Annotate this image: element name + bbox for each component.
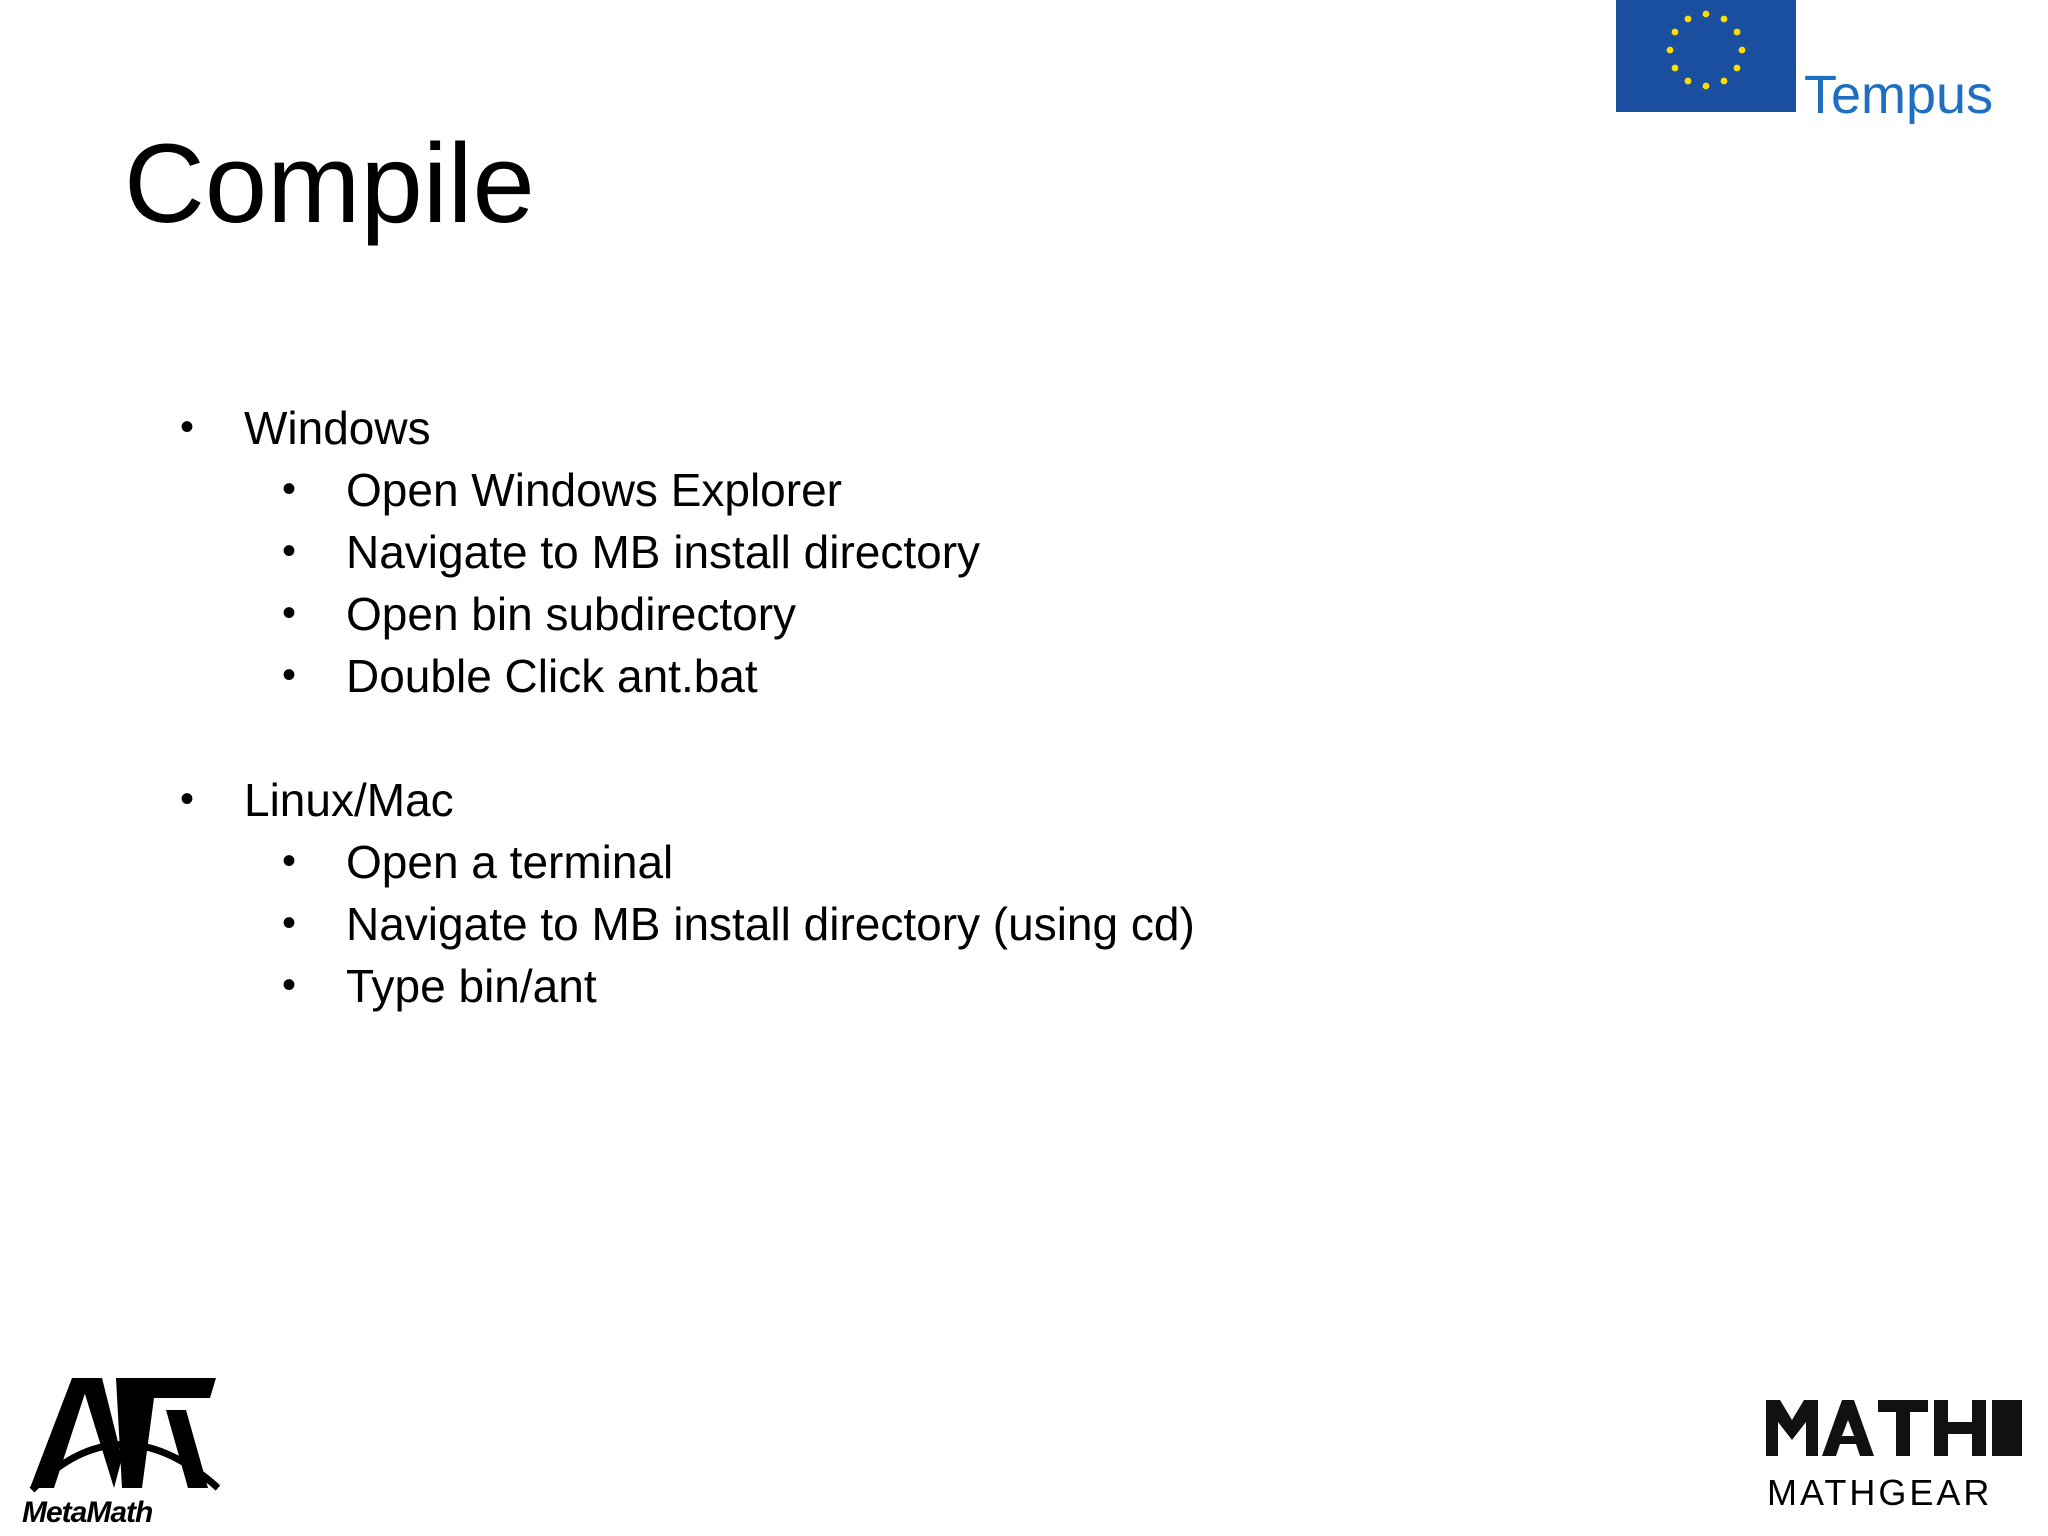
mathgear-logo: [1766, 1396, 2028, 1460]
step-item: [282, 960, 597, 1012]
step-text: Double Click ant.bat: [346, 650, 758, 702]
metamath-logo-text: MetaMath: [22, 1496, 153, 1529]
tempus-logo-text: Tempus: [1804, 65, 1994, 125]
bullet-dot: •: [180, 777, 195, 821]
step-item: [282, 464, 842, 516]
bullet-dot: •: [282, 901, 297, 945]
metamath-m-left-icon: [30, 1378, 90, 1488]
metamath-m-mid-icon: [80, 1378, 122, 1488]
step-text: Open bin subdirectory: [346, 588, 797, 640]
step-item: [282, 836, 674, 888]
slide-title: Compile: [124, 121, 535, 246]
step-item: [282, 526, 981, 578]
bullet-dot: •: [180, 405, 195, 449]
step-text: Navigate to MB install directory: [346, 526, 981, 578]
section-linux-mac: [180, 774, 454, 826]
step-text: Open Windows Explorer: [346, 464, 842, 516]
step-text: Open a terminal: [346, 836, 674, 888]
step-item: [282, 588, 797, 640]
mathgear-t-stem-icon: [1896, 1400, 1910, 1456]
bullet-dot: •: [282, 467, 297, 511]
step-text: Navigate to MB install directory (using cd): [346, 898, 1195, 950]
section-label: Windows: [244, 402, 431, 454]
section-label: Linux/Mac: [244, 774, 454, 826]
bullet-dot: •: [282, 839, 297, 883]
bullet-dot: •: [282, 963, 297, 1007]
mathgear-gear-block-icon: [1992, 1400, 2022, 1456]
mathgear-h-bar-icon: [1934, 1422, 1986, 1434]
mathgear-logo-text: MATHGEAR: [1767, 1472, 1993, 1513]
bullet-dot: •: [282, 653, 297, 697]
bullet-dot: •: [282, 529, 297, 573]
section-windows: [180, 402, 431, 454]
step-item: [282, 898, 1195, 950]
mathgear-m-icon: [1766, 1400, 1818, 1456]
bullet-dot: •: [282, 591, 297, 635]
step-item: [282, 650, 758, 702]
step-text: Type bin/ant: [346, 960, 597, 1012]
